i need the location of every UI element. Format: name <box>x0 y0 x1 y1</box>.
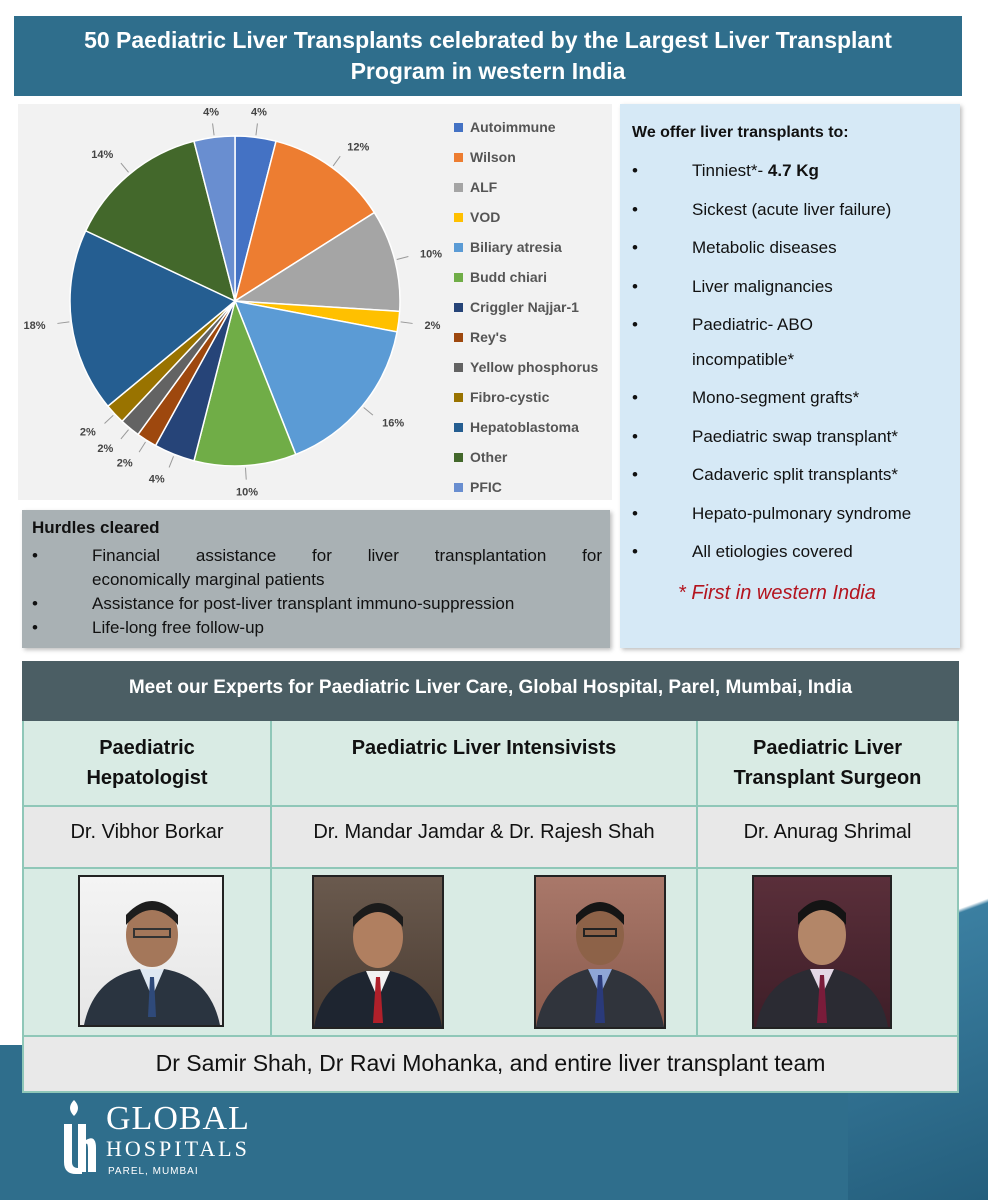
legend-entry <box>454 202 598 232</box>
legend-label: Autoimmune <box>470 119 556 135</box>
data-label: 2% <box>116 457 133 470</box>
offer-item <box>620 379 960 418</box>
leader-line <box>121 163 129 172</box>
offer-title: We offer liver transplants to: <box>632 124 849 141</box>
legend-swatch <box>454 243 463 252</box>
photo-cell-intensivists <box>272 869 698 1037</box>
legend-label: VOD <box>470 209 501 225</box>
role-surgeon <box>698 721 959 807</box>
bullet-icon: • <box>632 315 638 334</box>
hurdle-text-cont: economically marginal patients <box>92 570 325 589</box>
legend-label: Fibro-cystic <box>470 389 550 405</box>
offer-item-text: incompatible* <box>692 349 795 369</box>
name-surgeon: Dr. Anurag Shrimal <box>698 807 959 869</box>
data-label: 14% <box>91 148 114 161</box>
data-label: 2% <box>97 443 114 456</box>
chart-legend <box>454 112 598 502</box>
legend-entry <box>454 292 598 322</box>
offer-item <box>620 418 960 457</box>
logo-text-location: PAREL, MUMBAI <box>108 1166 199 1177</box>
doctor-photo <box>752 875 892 1029</box>
leader-line <box>397 256 409 259</box>
role-text: Transplant Surgeon <box>733 767 922 789</box>
role-text: Paediatric Liver Intensivists <box>351 737 617 759</box>
offer-panel <box>620 104 960 648</box>
legend-swatch <box>454 303 463 312</box>
data-label: 16% <box>382 417 405 430</box>
legend-swatch <box>454 213 463 222</box>
offer-item-text: Paediatric swap transplant* <box>692 426 899 446</box>
bullet-icon: • <box>632 503 638 523</box>
legend-entry <box>454 382 598 412</box>
leader-line <box>105 415 114 423</box>
legend-label: PFIC <box>470 479 502 495</box>
data-label: 18% <box>23 319 46 332</box>
offer-item <box>620 341 960 380</box>
legend-entry <box>454 262 598 292</box>
offer-item-text: Metabolic diseases <box>692 238 837 257</box>
data-label: 10% <box>419 248 443 261</box>
legend-entry <box>454 412 598 442</box>
legend-swatch <box>454 123 463 132</box>
bullet-icon: • <box>632 388 638 407</box>
bullet-icon: • <box>632 542 638 561</box>
role-text: Paediatric <box>99 737 195 759</box>
legend-label: Criggler Najjar-1 <box>470 299 579 315</box>
logo-text-hospitals: HOSPITALS <box>106 1136 250 1161</box>
bullet-icon: • <box>632 238 638 257</box>
legend-swatch <box>454 453 463 462</box>
data-label: 12% <box>347 141 370 154</box>
pie-chart-panel <box>18 104 612 500</box>
leader-line <box>401 322 413 324</box>
page-title-line2: Program in western India <box>350 58 626 84</box>
legend-entry <box>454 472 598 502</box>
leader-line <box>169 456 173 467</box>
legend-entry <box>454 322 598 352</box>
bullet-icon: • <box>632 276 638 296</box>
legend-swatch <box>454 363 463 372</box>
pie-chart <box>18 104 454 500</box>
legend-label: Yellow phosphorus <box>470 359 599 375</box>
legend-swatch <box>454 183 463 192</box>
data-label: 4% <box>250 106 267 119</box>
bullet-icon: • <box>632 426 638 446</box>
experts-title: Meet our Experts for Paediatric Liver Care, Global Hospital, Parel, Mumbai, India <box>22 661 959 721</box>
legend-swatch <box>454 153 463 162</box>
photo-cell-hepatologist <box>22 869 272 1037</box>
data-label: 10% <box>235 486 259 499</box>
legend-entry <box>454 112 598 142</box>
offer-item-text: Liver malignancies <box>692 276 833 296</box>
hurdle-text: Life-long free follow-up <box>92 618 264 637</box>
first-in-india-note: * First in western India <box>678 582 876 604</box>
legend-label: Biliary atresia <box>470 239 562 255</box>
legend-swatch <box>454 333 463 342</box>
leader-line <box>57 322 69 324</box>
hurdles-panel <box>22 510 610 648</box>
legend-swatch <box>454 423 463 432</box>
offer-item <box>620 268 960 307</box>
legend-swatch <box>454 393 463 402</box>
bullet-icon: • <box>32 594 38 613</box>
leader-line <box>121 430 129 439</box>
legend-entry <box>454 442 598 472</box>
name-hepatologist: Dr. Vibhor Borkar <box>22 807 272 869</box>
leader-line <box>256 123 258 135</box>
logo-text-global: GLOBAL <box>106 1100 250 1137</box>
page-title-line1: 50 Paediatric Liver Transplants celebrated by the Largest Liver Transplant <box>84 27 892 53</box>
bullet-icon: • <box>632 465 638 484</box>
bullet-icon: • <box>32 546 38 565</box>
offer-item-text: Tinniest*- <box>692 161 768 180</box>
offer-item <box>620 306 960 345</box>
data-label: 2% <box>424 319 441 332</box>
legend-entry <box>454 352 598 382</box>
legend-swatch <box>454 273 463 282</box>
legend-swatch <box>454 483 463 492</box>
offer-item-text: Sickest (acute liver failure) <box>692 199 892 219</box>
doctor-photo <box>78 875 224 1027</box>
offer-item <box>620 495 960 534</box>
offer-item-text: All etiologies covered <box>692 542 853 561</box>
offer-item-text: Cadaveric split transplants* <box>692 465 898 484</box>
doctor-photo <box>534 875 666 1029</box>
experts-table <box>22 661 959 1093</box>
role-hepatologist <box>22 721 272 807</box>
role-intensivists <box>272 721 698 807</box>
offer-item <box>620 229 960 268</box>
legend-label: Hepatoblastoma <box>470 419 579 435</box>
photo-cell-surgeon <box>698 869 959 1037</box>
person-icon <box>536 877 664 1027</box>
legend-label: Wilson <box>470 149 516 165</box>
data-label: 4% <box>148 473 165 486</box>
offer-item <box>620 191 960 230</box>
hurdles-list <box>22 544 602 640</box>
leader-line <box>333 156 340 166</box>
offer-item-text: Mono-segment grafts* <box>692 388 860 407</box>
role-text: Paediatric Liver <box>753 737 902 759</box>
bullet-icon: • <box>32 618 38 637</box>
person-icon <box>80 877 222 1025</box>
data-label: 4% <box>203 106 220 119</box>
bullet-icon: • <box>632 161 638 180</box>
legend-label: ALF <box>470 179 498 195</box>
offer-item-text: Hepato-pulmonary syndrome <box>692 503 912 523</box>
role-text: Hepatologist <box>86 767 208 789</box>
person-icon <box>314 877 442 1027</box>
bullet-icon: • <box>632 199 638 219</box>
leader-line <box>213 123 215 135</box>
name-intensivists: Dr. Mandar Jamdar & Dr. Rajesh Shah <box>272 807 698 869</box>
leader-line <box>245 468 246 480</box>
legend-entry <box>454 172 598 202</box>
offer-item <box>620 456 960 495</box>
data-label: 2% <box>79 426 96 439</box>
hurdle-item <box>22 616 602 640</box>
hurdle-text: Assistance for post-liver transplant immuno-suppression <box>92 594 515 613</box>
team-credit: Dr Samir Shah, Dr Ravi Mohanka, and entire liver transplant team <box>22 1037 959 1093</box>
hurdle-text: Financial assistance for liver transplantation for <box>92 546 602 565</box>
offer-item-strong: 4.7 Kg <box>767 161 819 180</box>
offer-item <box>620 152 960 191</box>
offer-list <box>620 152 960 572</box>
legend-label: Other <box>470 449 508 465</box>
logo-mark-icon <box>60 1096 100 1176</box>
doctor-photo <box>312 875 444 1029</box>
leader-line <box>364 407 373 415</box>
hurdle-item <box>22 544 602 592</box>
offer-item-text: Paediatric- ABO <box>692 315 813 334</box>
offer-item <box>620 533 960 572</box>
page-header <box>14 16 962 96</box>
legend-entry <box>454 142 598 172</box>
hurdle-item <box>22 592 602 616</box>
person-icon <box>754 877 890 1027</box>
legend-label: Rey's <box>470 329 507 345</box>
hurdles-title: Hurdles cleared <box>32 518 160 537</box>
legend-label: Budd chiari <box>470 269 548 285</box>
legend-entry <box>454 232 598 262</box>
leader-line <box>139 442 145 452</box>
